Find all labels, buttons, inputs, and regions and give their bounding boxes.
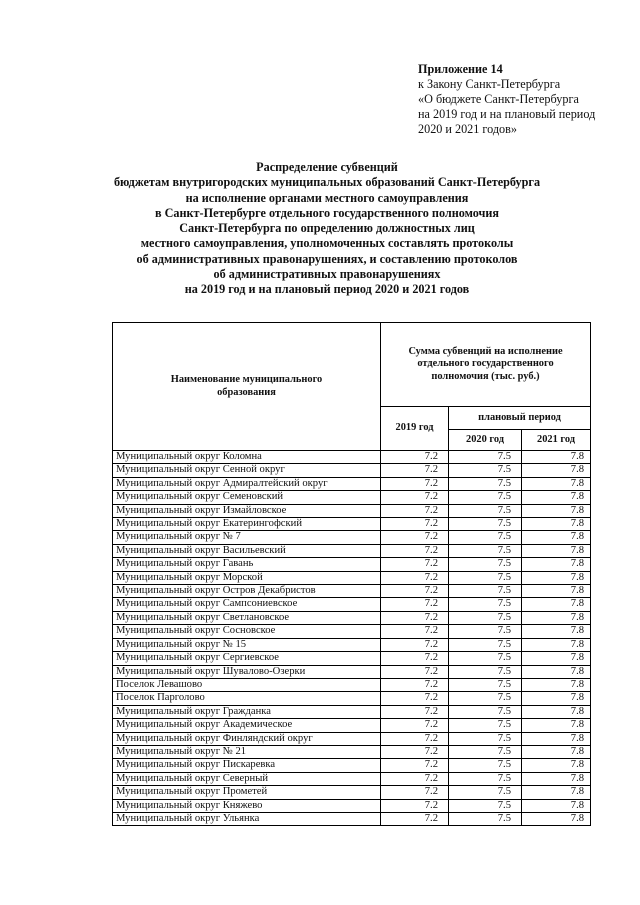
table-row	[113, 652, 591, 665]
table-row	[113, 732, 591, 745]
municipality-name-cell: Муниципальный округ Адмиралтейский округ	[113, 477, 381, 490]
value-2020-cell: 7.5	[449, 759, 522, 772]
municipality-name-cell: Муниципальный округ Екатерингофский	[113, 518, 381, 531]
value-2021-cell: 7.8	[522, 451, 591, 464]
value-2021-cell: 7.8	[522, 786, 591, 799]
value-2020-cell: 7.5	[449, 772, 522, 785]
table-row	[113, 531, 591, 544]
value-2020-cell: 7.5	[449, 598, 522, 611]
table-row	[113, 665, 591, 678]
value-2019-cell: 7.2	[381, 531, 449, 544]
value-2021-cell: 7.8	[522, 611, 591, 624]
value-2021-cell: 7.8	[522, 544, 591, 557]
table-row	[113, 611, 591, 624]
table-row	[113, 799, 591, 812]
value-2019-cell: 7.2	[381, 665, 449, 678]
value-2021-cell: 7.8	[522, 464, 591, 477]
value-2020-cell: 7.5	[449, 504, 522, 517]
table-row	[113, 558, 591, 571]
value-2020-cell: 7.5	[449, 558, 522, 571]
value-2020-cell: 7.5	[449, 491, 522, 504]
table-row	[113, 812, 591, 825]
value-2021-cell: 7.8	[522, 585, 591, 598]
value-2019-cell: 7.2	[381, 745, 449, 758]
heading-line: бюджетам внутригородских муниципальных образований Санкт-Петербурга	[113, 175, 541, 190]
table-row	[113, 705, 591, 718]
appendix-line: «О бюджете Санкт-Петербурга	[418, 92, 579, 106]
value-2019-cell: 7.2	[381, 518, 449, 531]
value-2019-cell: 7.2	[381, 451, 449, 464]
table-row	[113, 692, 591, 705]
value-2020-cell: 7.5	[449, 625, 522, 638]
value-2020-cell: 7.5	[449, 518, 522, 531]
municipality-name-cell: Поселок Парголово	[113, 692, 381, 705]
value-2021-cell: 7.8	[522, 692, 591, 705]
value-2019-cell: 7.2	[381, 638, 449, 651]
table-row	[113, 544, 591, 557]
value-2019-cell: 7.2	[381, 598, 449, 611]
value-2021-cell: 7.8	[522, 638, 591, 651]
value-2019-cell: 7.2	[381, 571, 449, 584]
value-2021-cell: 7.8	[522, 598, 591, 611]
municipality-name-cell: Муниципальный округ Остров Декабристов	[113, 585, 381, 598]
value-2021-cell: 7.8	[522, 745, 591, 758]
municipality-name-cell: Муниципальный округ Гавань	[113, 558, 381, 571]
table-row	[113, 638, 591, 651]
heading-line: Санкт-Петербурга по определению должностных лиц	[179, 221, 475, 236]
heading-line: на 2019 год и на плановый период 2020 и 2021 годов	[184, 282, 470, 297]
heading-line: об административных правонарушениях	[213, 267, 441, 282]
value-2021-cell: 7.8	[522, 504, 591, 517]
value-2020-cell: 7.5	[449, 638, 522, 651]
heading-line: Распределение субвенций	[256, 160, 398, 174]
value-2019-cell: 7.2	[381, 558, 449, 571]
value-2021-cell: 7.8	[522, 665, 591, 678]
value-2020-cell: 7.5	[449, 585, 522, 598]
table-row	[113, 504, 591, 517]
value-2021-cell: 7.8	[522, 477, 591, 490]
value-2021-cell: 7.8	[522, 571, 591, 584]
municipality-name-cell: Муниципальный округ Васильевский	[113, 544, 381, 557]
municipality-name-cell: Муниципальный округ Сосновское	[113, 625, 381, 638]
value-2020-cell: 7.5	[449, 477, 522, 490]
value-2021-cell: 7.8	[522, 678, 591, 691]
value-2020-cell: 7.5	[449, 812, 522, 825]
municipality-name-cell: Муниципальный округ Северный	[113, 772, 381, 785]
table-row	[113, 678, 591, 691]
table-row	[113, 451, 591, 464]
value-2021-cell: 7.8	[522, 625, 591, 638]
table-row	[113, 477, 591, 490]
value-2019-cell: 7.2	[381, 544, 449, 557]
heading-line: на исполнение органами местного самоуправления	[185, 190, 469, 205]
table-row	[113, 759, 591, 772]
value-2020-cell: 7.5	[449, 678, 522, 691]
value-2019-cell: 7.2	[381, 732, 449, 745]
municipality-name-cell: Муниципальный округ Семеновский	[113, 491, 381, 504]
value-2020-cell: 7.5	[449, 705, 522, 718]
heading-line: местного самоуправления, уполномоченных составлять протоколы	[140, 236, 514, 251]
value-2020-cell: 7.5	[449, 451, 522, 464]
value-2019-cell: 7.2	[381, 719, 449, 732]
value-2021-cell: 7.8	[522, 705, 591, 718]
value-2019-cell: 7.2	[381, 772, 449, 785]
subsidies-table	[112, 322, 591, 826]
value-2021-cell: 7.8	[522, 558, 591, 571]
value-2021-cell: 7.8	[522, 652, 591, 665]
value-2019-cell: 7.2	[381, 477, 449, 490]
municipality-name-cell: Муниципальный округ Измайловское	[113, 504, 381, 517]
municipality-name-cell: Поселок Левашово	[113, 678, 381, 691]
table-row	[113, 719, 591, 732]
value-2019-cell: 7.2	[381, 759, 449, 772]
header-sum-column: Сумма субвенций на исполнение отдельного государственного полномочия (тыс. руб.)	[381, 323, 591, 407]
value-2020-cell: 7.5	[449, 719, 522, 732]
value-2020-cell: 7.5	[449, 464, 522, 477]
header-2021: 2021 год	[522, 430, 591, 451]
value-2020-cell: 7.5	[449, 544, 522, 557]
table-row	[113, 491, 591, 504]
value-2020-cell: 7.5	[449, 665, 522, 678]
value-2019-cell: 7.2	[381, 705, 449, 718]
municipality-name-cell: Муниципальный округ Сампсониевское	[113, 598, 381, 611]
appendix-line: к Закону Санкт-Петербурга	[418, 77, 561, 91]
value-2021-cell: 7.8	[522, 531, 591, 544]
value-2019-cell: 7.2	[381, 491, 449, 504]
table-row	[113, 464, 591, 477]
table-row	[113, 745, 591, 758]
value-2021-cell: 7.8	[522, 799, 591, 812]
header-name-column: Наименование муниципального образования	[113, 323, 381, 451]
value-2021-cell: 7.8	[522, 719, 591, 732]
municipality-name-cell: Муниципальный округ Сергиевское	[113, 652, 381, 665]
municipality-name-cell: Муниципальный округ № 7	[113, 531, 381, 544]
value-2019-cell: 7.2	[381, 611, 449, 624]
table-row	[113, 598, 591, 611]
municipality-name-cell: Муниципальный округ Прометей	[113, 786, 381, 799]
heading-line: в Санкт-Петербурге отдельного государственного полномочия	[154, 205, 500, 220]
value-2019-cell: 7.2	[381, 464, 449, 477]
table-row	[113, 772, 591, 785]
value-2019-cell: 7.2	[381, 585, 449, 598]
table-row	[113, 786, 591, 799]
value-2021-cell: 7.8	[522, 732, 591, 745]
table-row	[113, 585, 591, 598]
table-row	[113, 518, 591, 531]
table-body	[113, 451, 591, 826]
municipality-name-cell: Муниципальный округ Коломна	[113, 451, 381, 464]
municipality-name-cell: Муниципальный округ Финляндский округ	[113, 732, 381, 745]
value-2019-cell: 7.2	[381, 786, 449, 799]
municipality-name-cell: Муниципальный округ Шувалово-Озерки	[113, 665, 381, 678]
value-2020-cell: 7.5	[449, 786, 522, 799]
value-2019-cell: 7.2	[381, 625, 449, 638]
value-2019-cell: 7.2	[381, 812, 449, 825]
municipality-name-cell: Муниципальный округ № 21	[113, 745, 381, 758]
table-row	[113, 625, 591, 638]
value-2019-cell: 7.2	[381, 504, 449, 517]
appendix-block	[418, 62, 633, 137]
municipality-name-cell: Муниципальный округ Гражданка	[113, 705, 381, 718]
value-2020-cell: 7.5	[449, 745, 522, 758]
value-2020-cell: 7.5	[449, 531, 522, 544]
value-2020-cell: 7.5	[449, 799, 522, 812]
value-2020-cell: 7.5	[449, 732, 522, 745]
value-2019-cell: 7.2	[381, 692, 449, 705]
municipality-name-cell: Муниципальный округ Княжево	[113, 799, 381, 812]
municipality-name-cell: Муниципальный округ Морской	[113, 571, 381, 584]
value-2019-cell: 7.2	[381, 799, 449, 812]
header-planned-period: плановый период	[449, 407, 591, 430]
municipality-name-cell: Муниципальный округ Академическое	[113, 719, 381, 732]
value-2020-cell: 7.5	[449, 692, 522, 705]
appendix-line: на 2019 год и на плановый период	[418, 107, 596, 121]
value-2021-cell: 7.8	[522, 772, 591, 785]
table-row	[113, 571, 591, 584]
appendix-line: 2020 и 2021 годов»	[418, 122, 517, 136]
heading-line: об административных правонарушениях, и составлению протоколов	[136, 251, 518, 266]
municipality-name-cell: Муниципальный округ Сенной округ	[113, 464, 381, 477]
municipality-name-cell: Муниципальный округ Ульянка	[113, 812, 381, 825]
municipality-name-cell: Муниципальный округ № 15	[113, 638, 381, 651]
value-2021-cell: 7.8	[522, 759, 591, 772]
value-2020-cell: 7.5	[449, 571, 522, 584]
value-2021-cell: 7.8	[522, 491, 591, 504]
header-2020: 2020 год	[449, 430, 522, 451]
value-2019-cell: 7.2	[381, 678, 449, 691]
value-2020-cell: 7.5	[449, 611, 522, 624]
value-2021-cell: 7.8	[522, 812, 591, 825]
municipality-name-cell: Муниципальный округ Светлановское	[113, 611, 381, 624]
appendix-title: Приложение 14	[418, 62, 503, 76]
municipality-name-cell: Муниципальный округ Пискаревка	[113, 759, 381, 772]
value-2020-cell: 7.5	[449, 652, 522, 665]
header-2019: 2019 год	[381, 407, 449, 451]
value-2019-cell: 7.2	[381, 652, 449, 665]
value-2021-cell: 7.8	[522, 518, 591, 531]
document-heading	[40, 160, 614, 298]
